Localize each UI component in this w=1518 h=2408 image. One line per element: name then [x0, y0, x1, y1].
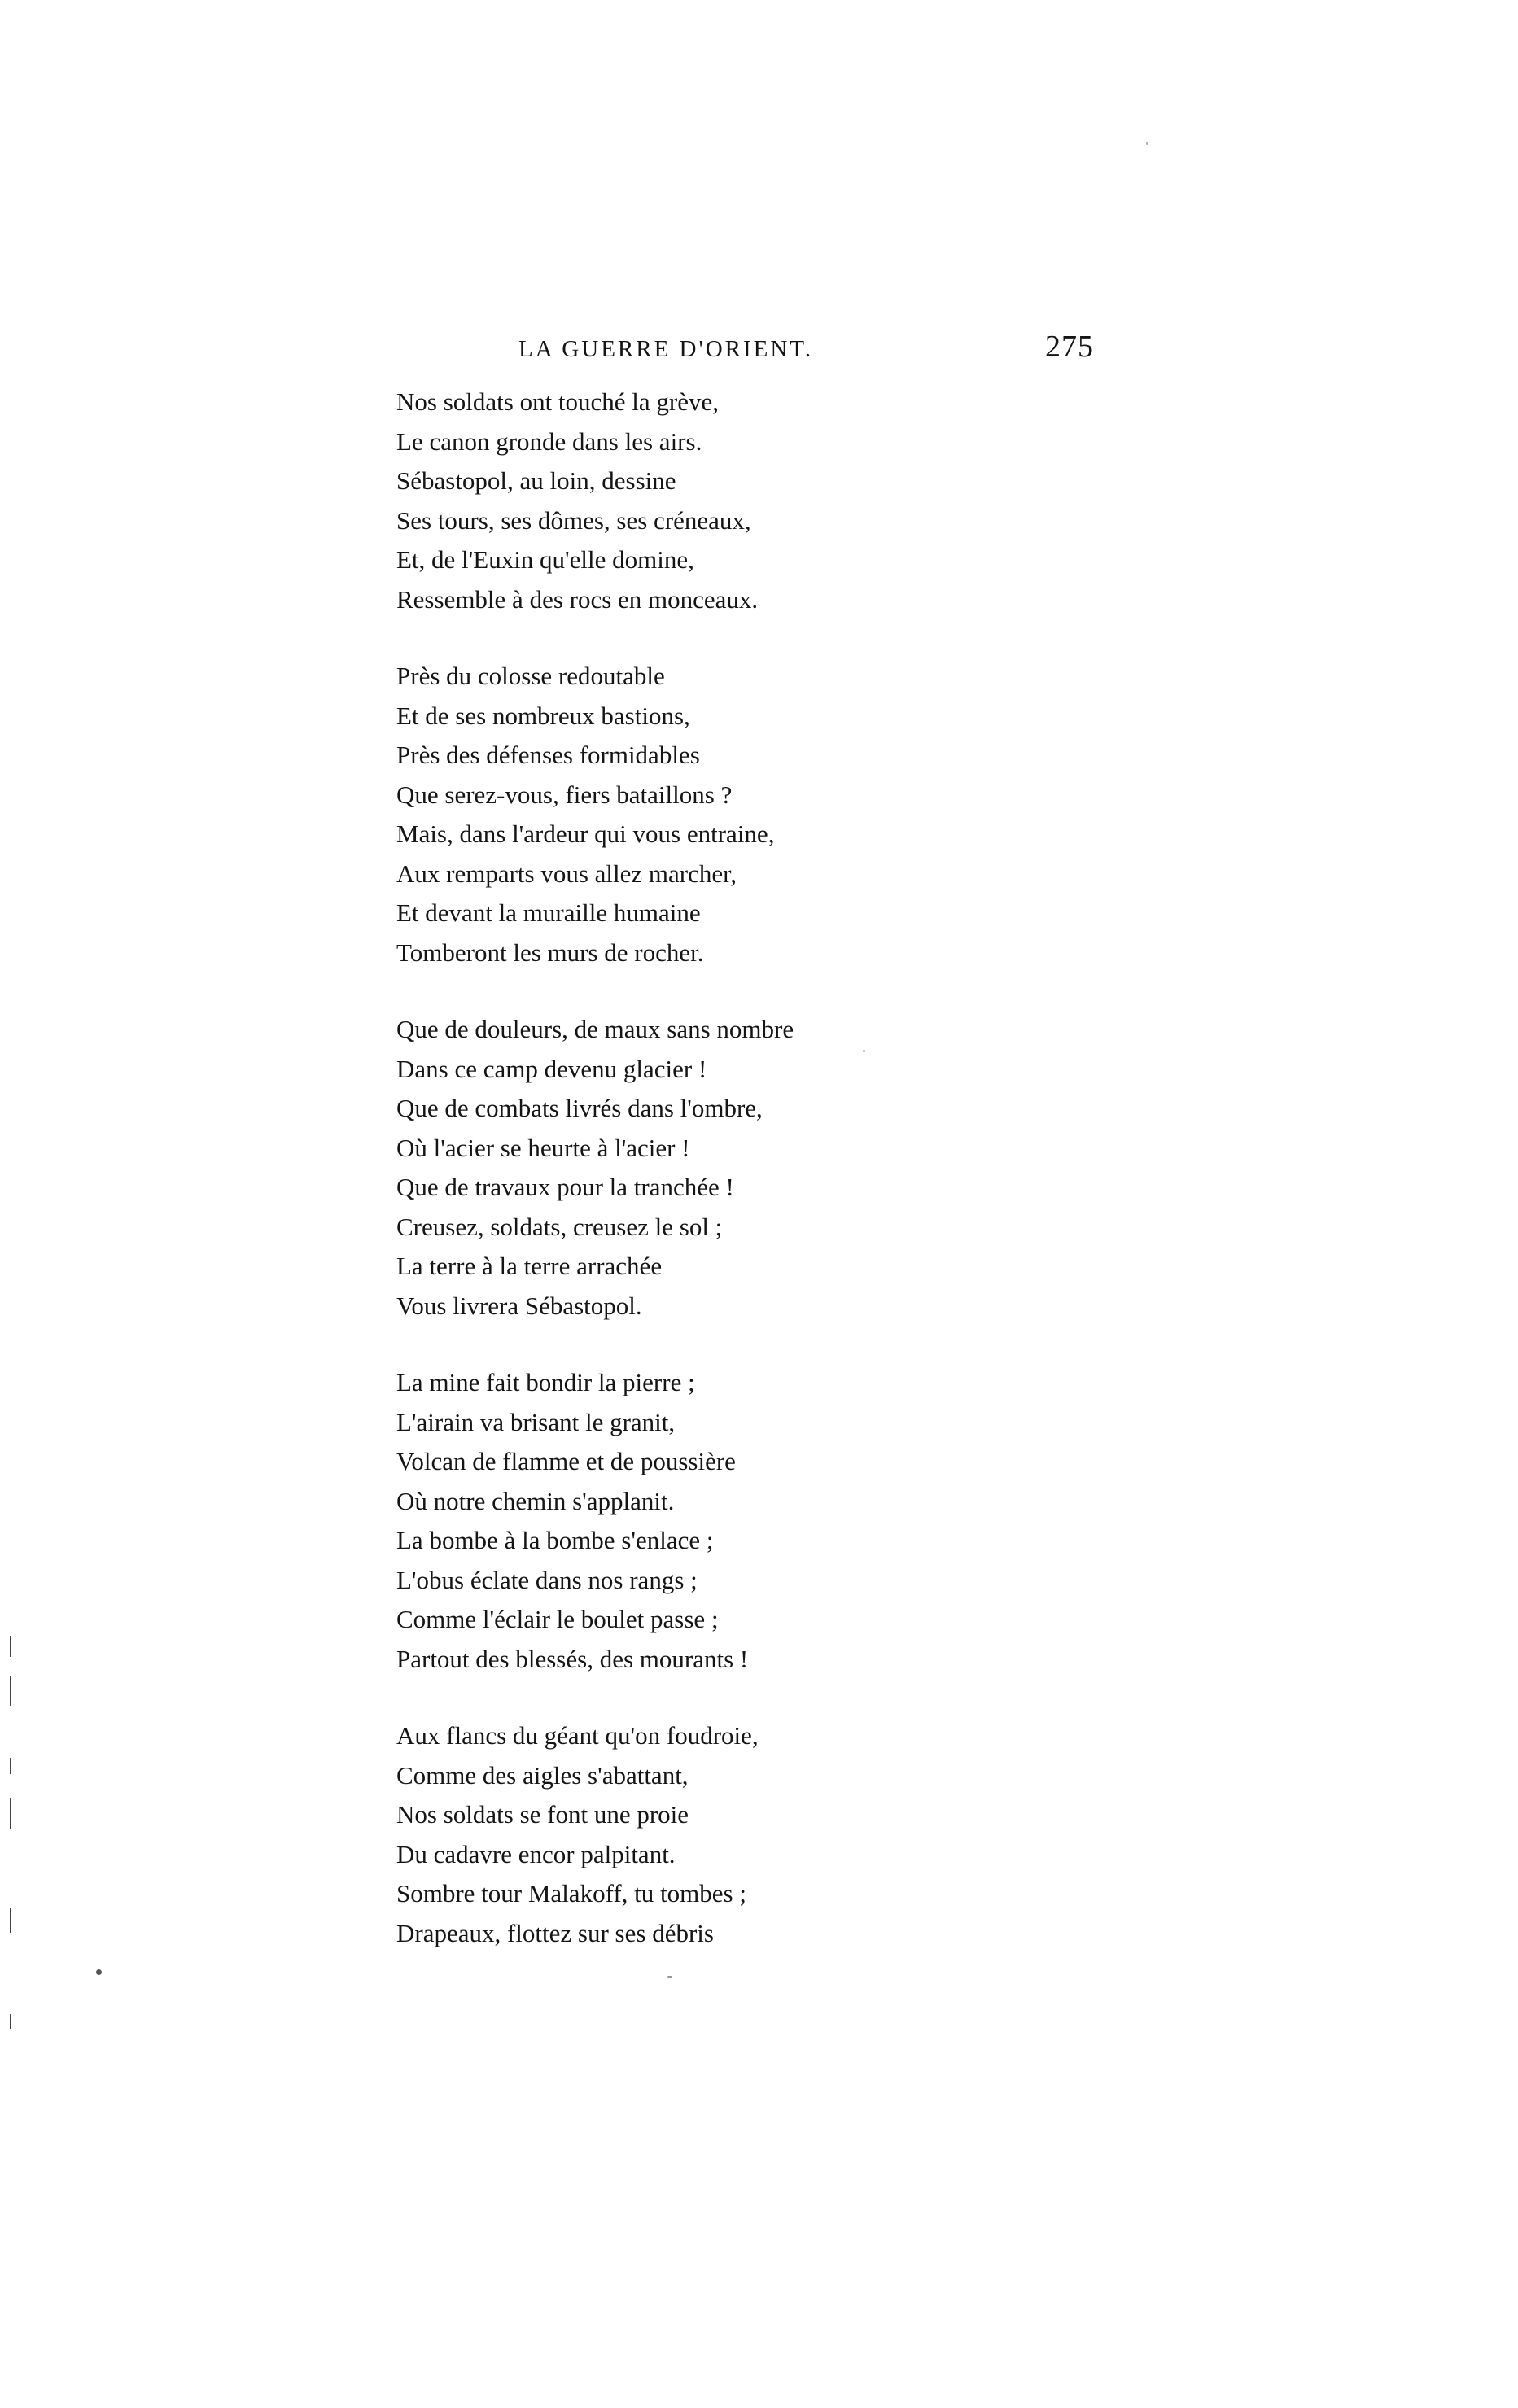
verse-line: L'obus éclate dans nos rangs ;	[396, 1565, 698, 1594]
verse-line: Sombre tour Malakoff, tu tombes ;	[396, 1879, 746, 1908]
verse-line: Nos soldats se font une proie	[396, 1800, 689, 1829]
verse-line: Comme l'éclair le boulet passe ;	[396, 1605, 719, 1633]
verse-line: Drapeaux, flottez sur ses débris	[396, 1918, 714, 1947]
poem-text	[396, 382, 1129, 1991]
margin-mark	[10, 2014, 11, 2029]
stanza	[396, 1010, 1129, 1326]
verse-line: Près du colosse redoutable	[396, 662, 665, 690]
margin-mark	[10, 1798, 11, 1829]
verse-line: Dans ce camp devenu glacier !	[396, 1054, 707, 1083]
stanza	[396, 1363, 1129, 1679]
margin-mark	[10, 1758, 11, 1774]
verse-line: Et, de l'Euxin qu'elle domine,	[396, 545, 694, 574]
verse-line: Volcan de flamme et de poussière	[396, 1447, 736, 1475]
verse-line: Creusez, soldats, creusez le sol ;	[396, 1212, 723, 1241]
verse-line: Où l'acier se heurte à l'acier !	[396, 1133, 690, 1162]
verse-line: Le canon gronde dans les airs.	[396, 426, 702, 456]
verse-line: Aux flancs du géant qu'on foudroie,	[396, 1721, 759, 1750]
verse-line: Près des défenses formidables	[396, 741, 700, 769]
verse-line: Où notre chemin s'applanit.	[396, 1486, 675, 1515]
verse-line: Ressemble à des rocs en monceaux.	[396, 584, 759, 614]
margin-mark	[10, 1636, 11, 1657]
running-title: LA GUERRE D'ORIENT.	[518, 336, 814, 362]
verse-line: Ses tours, ses dômes, ses créneaux,	[396, 505, 751, 535]
verse-line: Du cadavre encor palpitant.	[396, 1839, 676, 1868]
verse-line: Aux remparts vous allez marcher,	[396, 859, 737, 888]
verse-line: Que de combats livrés dans l'ombre,	[396, 1094, 763, 1122]
verse-line: Nos soldats ont touché la grève,	[396, 387, 720, 416]
verse-line: Et devant la muraille humaine	[396, 898, 701, 927]
verse-line: Comme des aigles s'abattant,	[396, 1760, 689, 1790]
verse-line: Que de travaux pour la tranchée !	[396, 1173, 734, 1201]
margin-mark	[10, 1676, 11, 1706]
verse-line: Tomberont les murs de rocher.	[396, 937, 704, 967]
verse-line: Et de ses nombreux bastions,	[396, 701, 690, 730]
stanza	[396, 657, 1129, 972]
scan-speck	[96, 1969, 102, 1975]
scan-speck	[863, 1050, 865, 1052]
stanza	[396, 1716, 1129, 1953]
verse-line: Vous livrera Sébastopol.	[396, 1291, 642, 1320]
verse-line: La terre à la terre arrachée	[396, 1252, 663, 1280]
verse-line: Sébastopol, au loin, dessine	[396, 466, 676, 495]
stanza	[396, 382, 1129, 619]
margin-mark	[10, 1908, 11, 1933]
verse-line: Mais, dans l'ardeur qui vous entraine,	[396, 819, 775, 848]
verse-line: L'airain va brisant le granit,	[396, 1407, 676, 1436]
verse-line: La mine fait bondir la pierre ;	[396, 1368, 695, 1396]
verse-line: Partout des blessés, des mourants !	[396, 1644, 749, 1673]
verse-line: La bombe à la bombe s'enlace ;	[396, 1526, 714, 1554]
verse-line: Que de douleurs, de maux sans nombre	[396, 1015, 794, 1043]
scan-speck	[667, 1976, 672, 1978]
scan-speck	[1146, 142, 1148, 145]
verse-line: Que serez-vous, fiers bataillons ?	[396, 780, 733, 809]
page-number: 275	[1045, 330, 1094, 364]
